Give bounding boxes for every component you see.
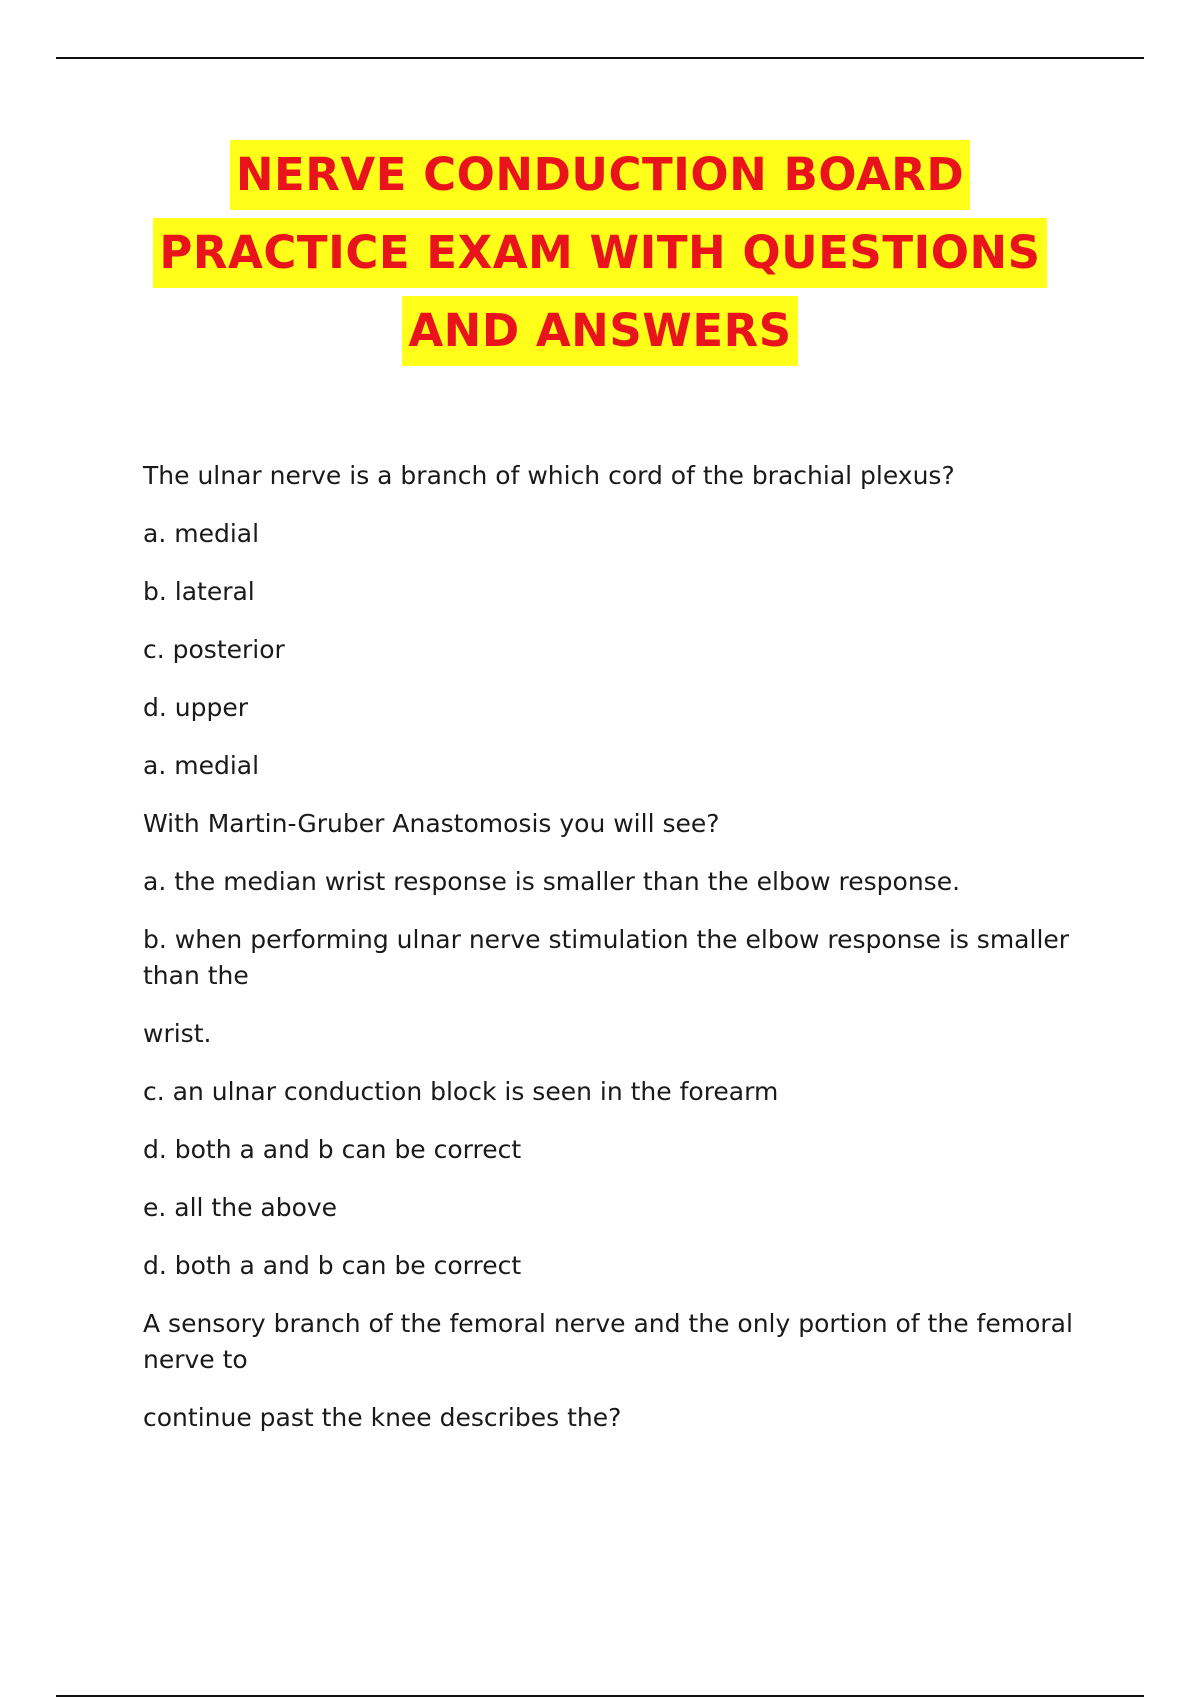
title-line-2 (0, 218, 1200, 288)
title-line-1-text: NERVE CONDUCTION BOARD (230, 140, 970, 210)
question-2-option-a: a. the median wrist response is smaller than the elbow response. (143, 867, 961, 896)
top-rule (56, 57, 1144, 59)
question-2-answer: d. both a and b can be correct (143, 1251, 522, 1280)
question-2-option-e: e. all the above (143, 1193, 338, 1222)
bottom-rule (56, 1695, 1144, 1697)
question-2-text: With Martin-Gruber Anastomosis you will see? (143, 809, 720, 838)
question-3-text: A sensory branch of the femoral nerve and the only portion of the femoral nerve to (143, 1309, 1073, 1374)
question-2-option-b-continued: wrist. (143, 1019, 212, 1048)
question-1-option-c: c. posterior (143, 635, 285, 664)
question-1-option-d: d. upper (143, 693, 249, 722)
title-line-3-text: AND ANSWERS (402, 296, 797, 366)
question-1-text: The ulnar nerve is a branch of which cord of the brachial plexus? (143, 461, 955, 490)
question-2-option-b: b. when performing ulnar nerve stimulation the elbow response is smaller than the (143, 925, 1070, 990)
title-line-1 (0, 140, 1200, 210)
title-line-2-text: PRACTICE EXAM WITH QUESTIONS (153, 218, 1046, 288)
document-title (0, 140, 1200, 374)
question-3-text-continued: continue past the knee describes the? (143, 1403, 622, 1432)
question-list (143, 458, 1073, 1458)
title-line-3 (0, 296, 1200, 366)
question-1-option-a: a. medial (143, 519, 260, 548)
question-1-answer: a. medial (143, 751, 260, 780)
question-1-option-b: b. lateral (143, 577, 255, 606)
question-2-option-d: d. both a and b can be correct (143, 1135, 522, 1164)
question-2-option-c: c. an ulnar conduction block is seen in the forearm (143, 1077, 779, 1106)
